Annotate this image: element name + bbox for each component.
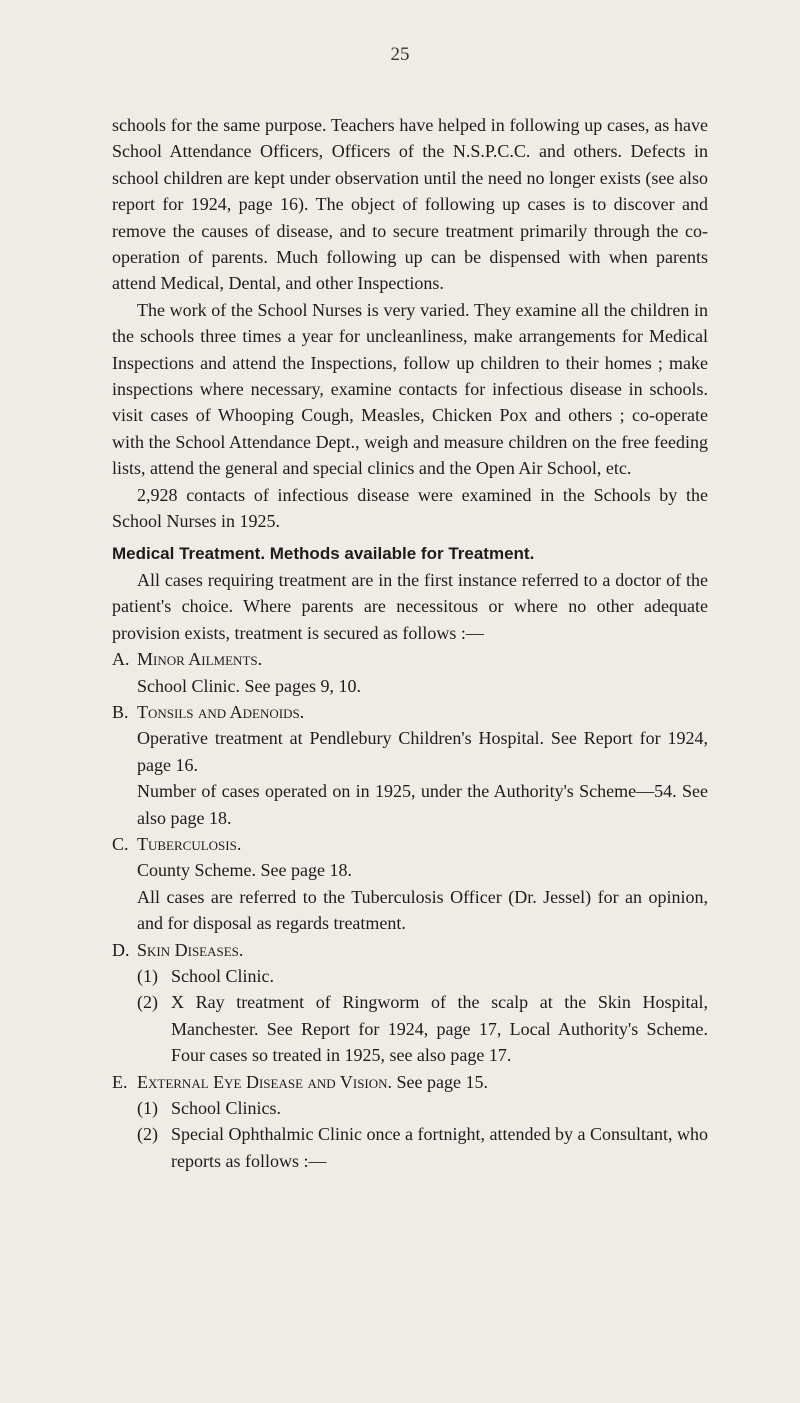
page-content bbox=[112, 112, 708, 1174]
treatment-intro: All cases requiring treatment are in the first instance referred to a doctor of the patient's choice. Where parents are necessitous or where no other adequate provision exists, treatment is secured as follows :— bbox=[112, 569, 708, 643]
list-item bbox=[137, 1095, 708, 1121]
section-tonsils-adenoids bbox=[112, 699, 708, 831]
list-item bbox=[137, 989, 708, 1068]
section-title-text: External Eye Disease and Vision. bbox=[137, 1071, 393, 1092]
section-title: Skin Diseases. bbox=[137, 939, 244, 960]
section-skin-diseases bbox=[112, 937, 708, 1069]
item-text: Special Ophthalmic Clinic once a fortnight, attended by a Consultant, who reports as follows :— bbox=[171, 1124, 708, 1171]
section-letter: D. bbox=[112, 939, 130, 960]
list-item bbox=[137, 1121, 708, 1174]
section-line: Number of cases operated on in 1925, under the Authority's Scheme—54. See also page 18. bbox=[137, 781, 708, 828]
page-number: 25 bbox=[390, 44, 410, 65]
section-minor-ailments bbox=[112, 646, 708, 699]
section-title: Minor Ailments. bbox=[137, 649, 263, 670]
list-item bbox=[137, 963, 708, 989]
item-number: (2) bbox=[137, 1124, 158, 1145]
paragraph-school-nurses: The work of the School Nurses is very varied. They examine all the children in the schools three times a year for uncleanliness, make arrangements for Medical Inspections and attend the Inspections, follow up children to their homes ; make inspections where necessary, examine contacts for infectious disease in schools. visit cases of Whooping Cough, Measles, Chicken Pox and others ; co-operate with the School Attendance Dept., weigh and measure children on the free feeding lists, attend the general and special clinics and the Open Air School, etc. bbox=[112, 299, 708, 479]
section-letter: B. bbox=[112, 701, 129, 722]
item-number: (2) bbox=[137, 992, 158, 1013]
section-line: County Scheme. See page 18. bbox=[137, 860, 352, 881]
item-text: School Clinic. bbox=[171, 966, 274, 986]
section-title: Tuberculosis. bbox=[137, 833, 242, 854]
paragraph-following-up: schools for the same purpose. Teachers have helped in following up cases, as have School Attendance Officers, Officers of the N.S.P.C.C. and others. Defects in school children are kept under observation until the need no longer exists (see also report for 1924, page 16). The object of following up cases is to discover and remove the causes of disease, and to secure treatment primarily through the co-operation of parents. Much following up can be dispensed with when parents attend Medical, Dental, and other Inspections. bbox=[112, 115, 708, 294]
section-letter: A. bbox=[112, 649, 130, 670]
section-tuberculosis bbox=[112, 831, 708, 937]
section-title: Tonsils and Adenoids. bbox=[137, 701, 305, 722]
section-line: School Clinic. See pages 9, 10. bbox=[137, 675, 361, 696]
section-heading: Medical Treatment. Methods available for Treatment. bbox=[112, 543, 535, 563]
section-title-suffix: See page 15. bbox=[396, 1071, 489, 1092]
item-text: School Clinics. bbox=[171, 1098, 282, 1119]
section-letter: C. bbox=[112, 833, 129, 854]
section-eye-disease bbox=[112, 1069, 708, 1175]
section-line: Operative treatment at Pendlebury Children's Hospital. See Report for 1924, page 16. bbox=[137, 728, 708, 775]
section-line: All cases are referred to the Tuberculosis Officer (Dr. Jessel) for an opinion, and for disposal as regards treatment. bbox=[137, 886, 708, 934]
section-title bbox=[137, 1069, 708, 1095]
paragraph-contacts: 2,928 contacts of infectious disease were examined in the Schools by the School Nurses in 1925. bbox=[112, 484, 708, 532]
item-number: (1) bbox=[137, 1098, 158, 1119]
item-number: (1) bbox=[137, 966, 158, 986]
item-text: X Ray treatment of Ringworm of the scalp at the Skin Hospital, Manchester. See Report for 1924, page 17, Local Authority's Scheme. Four cases so treated in 1925, see also page 17. bbox=[171, 992, 708, 1066]
section-letter: E. bbox=[112, 1071, 128, 1092]
